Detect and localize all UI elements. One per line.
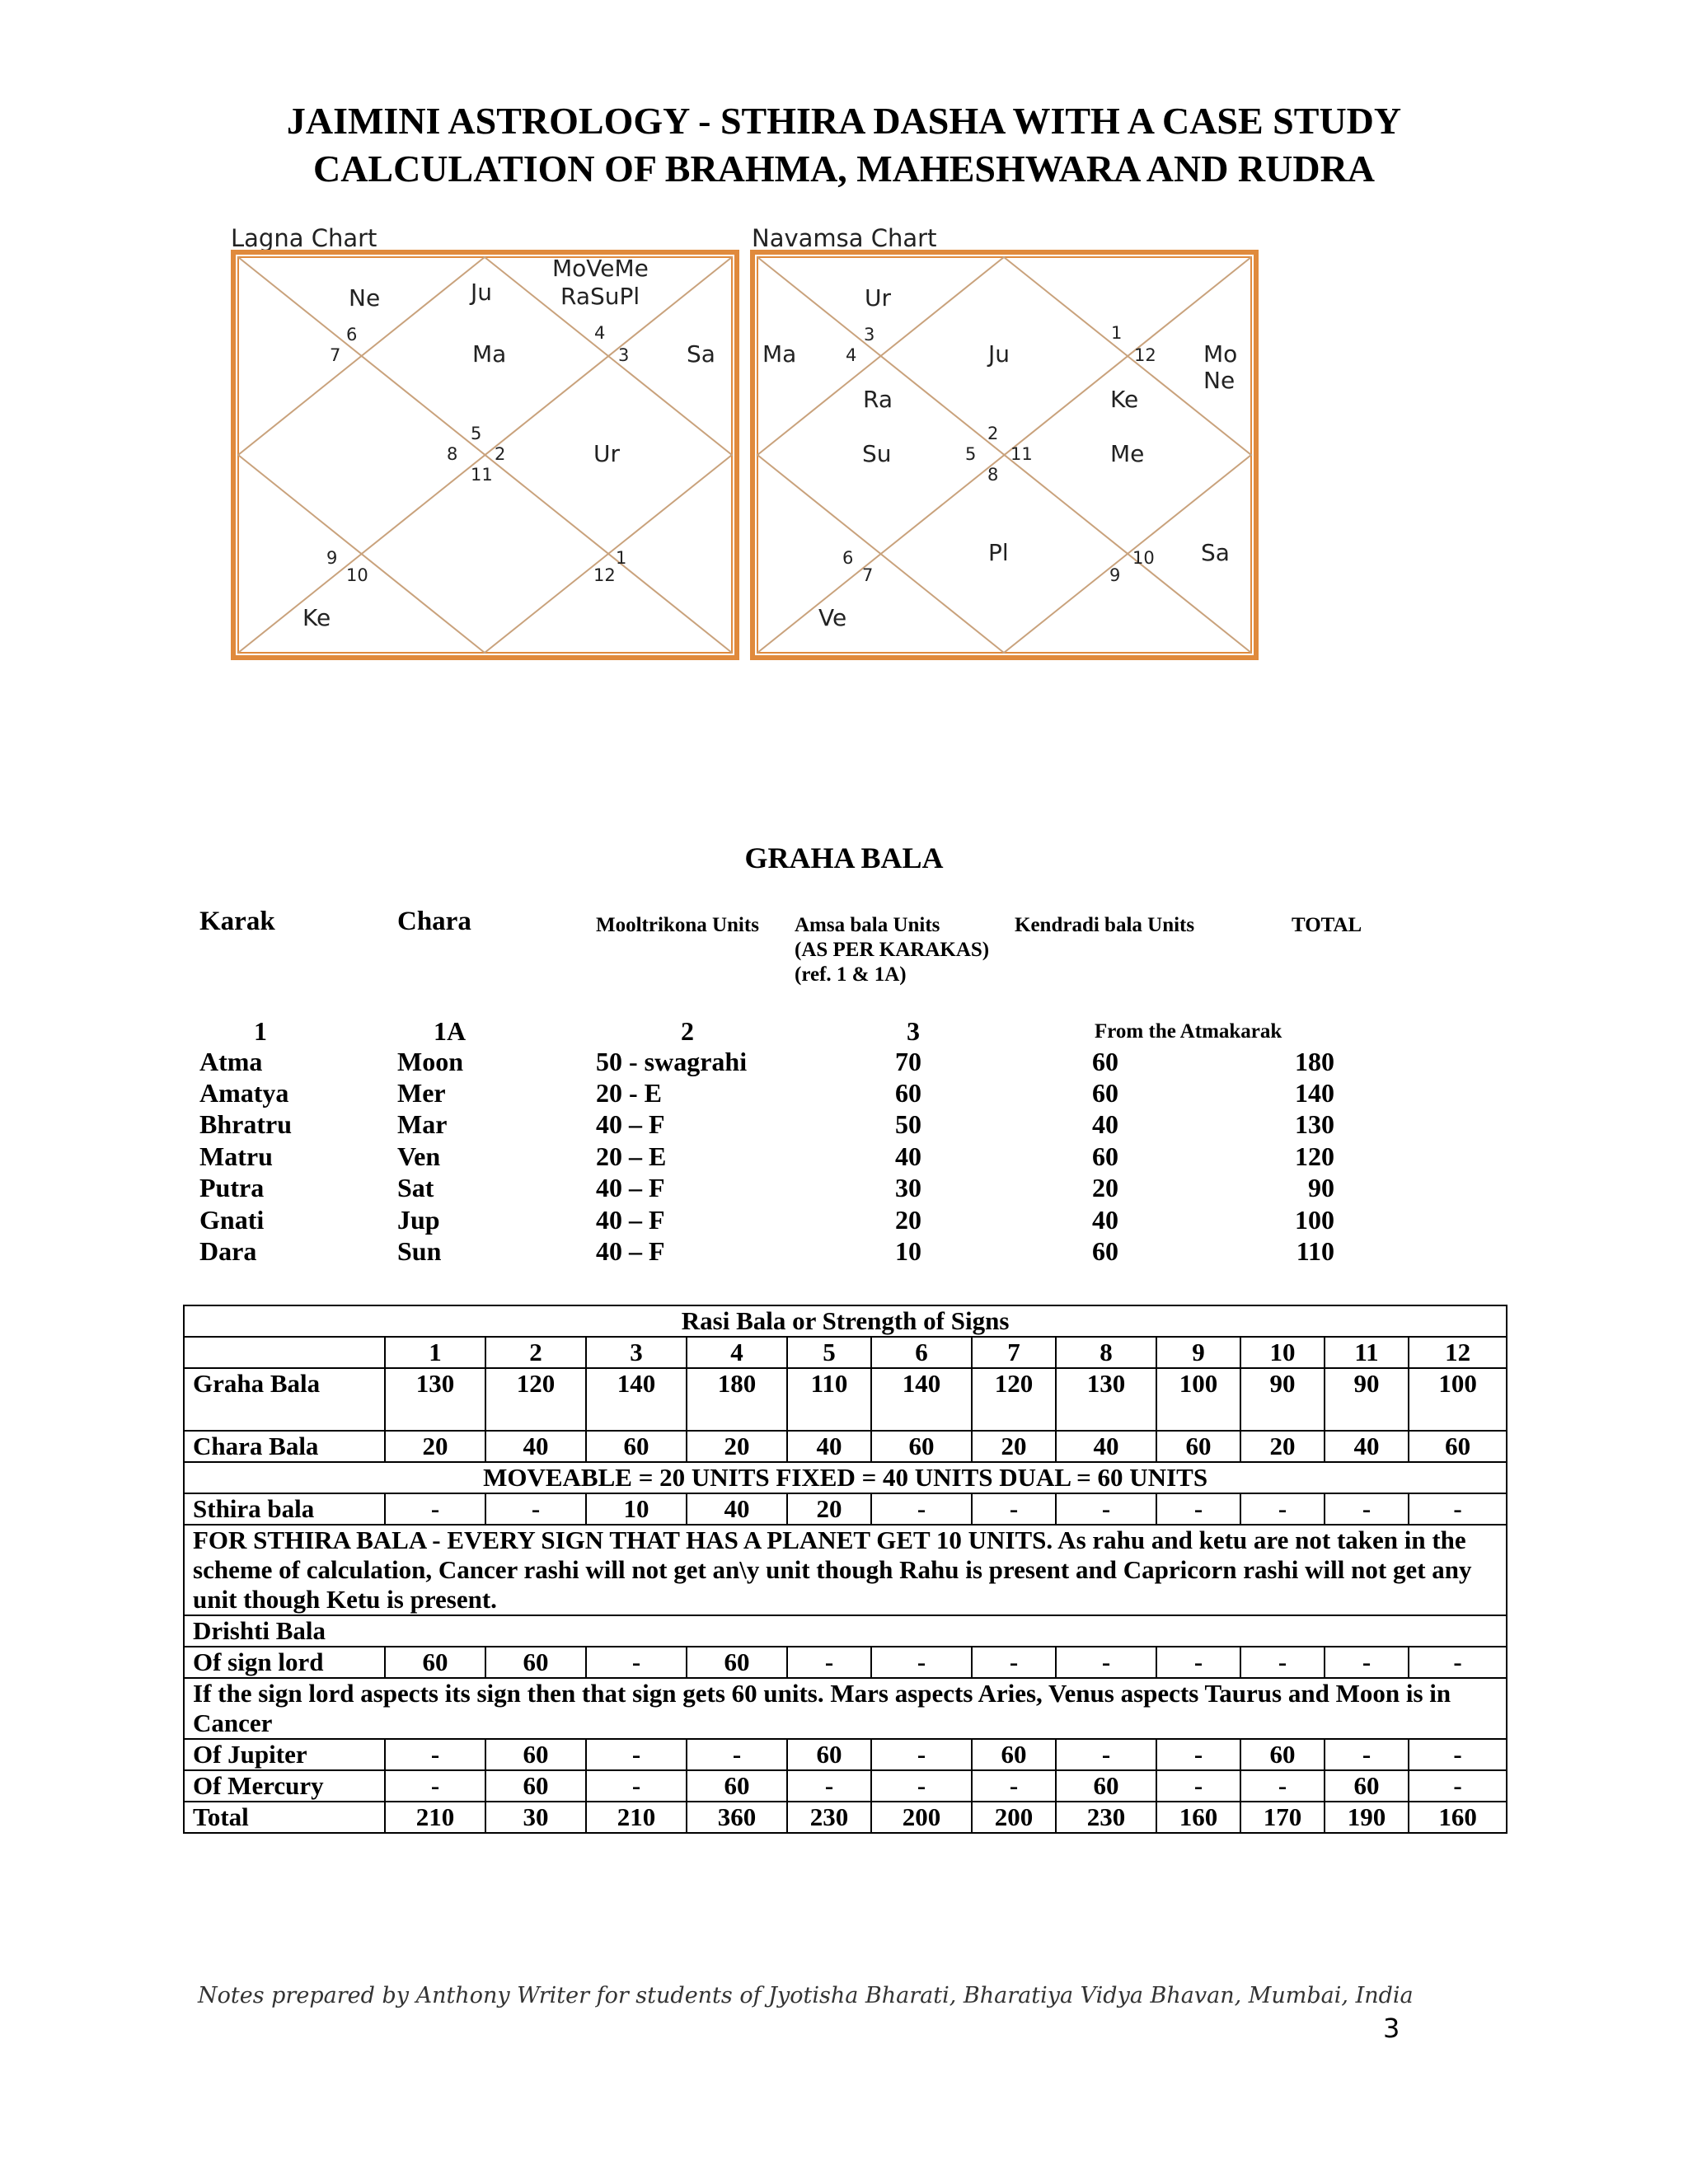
- table-cell: -: [1056, 1493, 1156, 1525]
- header-kendradi: Kendradi bala Units: [1015, 914, 1195, 936]
- table-cell: -: [1240, 1647, 1325, 1678]
- table-cell: -: [1240, 1770, 1325, 1802]
- rasi-row-chara-note: [184, 1462, 1507, 1493]
- navamsa-planet-ke: Ke: [1110, 386, 1139, 413]
- rasi-col-header: 5: [787, 1337, 871, 1368]
- lagna-planet-ur: Ur: [593, 440, 621, 467]
- table-cell: 40: [1056, 1431, 1156, 1462]
- lagna-sign-9: 9: [326, 548, 338, 568]
- lagna-sign-4: 4: [594, 323, 606, 343]
- table-cell: 230: [787, 1802, 871, 1833]
- rasi-header-row: [184, 1337, 1507, 1368]
- lagna-planet-ma: Ma: [472, 340, 507, 368]
- gb-row-chara: Mer: [397, 1078, 446, 1108]
- gb-row-chara: Ven: [397, 1141, 441, 1171]
- colnum-1a: 1A: [434, 1016, 467, 1046]
- lagna-sign-12: 12: [593, 565, 616, 585]
- table-cell: 90: [1240, 1368, 1325, 1431]
- gb-row-total: 90: [1308, 1173, 1334, 1202]
- table-cell: 190: [1325, 1802, 1409, 1833]
- table-cell: 20: [1240, 1431, 1325, 1462]
- rasi-row-of-mercury: [184, 1770, 1507, 1802]
- table-cell: -: [1240, 1493, 1325, 1525]
- table-cell: -: [1156, 1647, 1240, 1678]
- table-cell: 40: [1325, 1431, 1409, 1462]
- gb-row-kendradi: 60: [1092, 1078, 1118, 1108]
- navamsa-sign-9: 9: [1109, 565, 1121, 585]
- gb-row-chara: Sun: [397, 1236, 442, 1266]
- colnum-3: 3: [907, 1016, 920, 1046]
- header-total: TOTAL: [1292, 914, 1362, 936]
- table-cell: -: [787, 1647, 871, 1678]
- navamsa-chart-label: Navamsa Chart: [752, 224, 937, 252]
- gb-row-mooltrikona: 20 – E: [596, 1141, 667, 1171]
- row-label: Of Jupiter: [184, 1739, 385, 1770]
- document-title-line1: JAIMINI ASTROLOGY - STHIRA DASHA WITH A CASE STUDY: [286, 100, 1402, 142]
- rasi-row-sthira-bala: [184, 1493, 1507, 1525]
- table-cell: -: [972, 1770, 1056, 1802]
- navamsa-planet-ra: Ra: [863, 386, 893, 413]
- table-cell: 60: [1325, 1770, 1409, 1802]
- table-cell: 130: [385, 1368, 485, 1431]
- lagna-sign-5: 5: [471, 424, 482, 443]
- table-cell: -: [586, 1647, 687, 1678]
- rasi-col-header: 11: [1325, 1337, 1409, 1368]
- table-cell: -: [485, 1493, 586, 1525]
- graha-bala-heading: GRAHA BALA: [744, 841, 944, 874]
- gb-row-mooltrikona: 50 - swagrahi: [596, 1047, 748, 1076]
- table-cell: -: [385, 1770, 485, 1802]
- gb-row-karak: Amatya: [199, 1078, 289, 1108]
- table-cell: -: [1409, 1739, 1507, 1770]
- sthira-bala-note: FOR STHIRA BALA - EVERY SIGN THAT HAS A PLANET GET 10 UNITS. As rahu and ketu are not taken in the scheme of calculation, Cancer rashi will not get an\y unit though Rahu is present and Capricorn rashi will not get any unit though Ketu is present.: [184, 1525, 1507, 1615]
- lagna-planet-ke: Ke: [302, 604, 331, 631]
- table-cell: -: [687, 1739, 787, 1770]
- navamsa-sign-3: 3: [864, 325, 875, 344]
- table-cell: -: [787, 1770, 871, 1802]
- navamsa-sign-12: 12: [1134, 345, 1156, 365]
- lagna-chart-grid: [231, 250, 739, 660]
- navamsa-planet-sa: Sa: [1201, 539, 1230, 566]
- gb-row-total: 120: [1295, 1141, 1334, 1171]
- rasi-header-blank: [184, 1337, 385, 1368]
- table-cell: 60: [485, 1739, 586, 1770]
- table-cell: -: [1156, 1739, 1240, 1770]
- lagna-sign-1: 1: [616, 548, 627, 568]
- navamsa-planet-ur: Ur: [865, 284, 892, 312]
- drishti-bala-label: Drishti Bala: [184, 1615, 1507, 1647]
- table-cell: 60: [1409, 1431, 1507, 1462]
- table-cell: -: [1156, 1493, 1240, 1525]
- table-cell: 20: [972, 1431, 1056, 1462]
- lagna-planet-ne: Ne: [349, 284, 381, 312]
- sign-lord-note: If the sign lord aspects its sign then that sign gets 60 units. Mars aspects Aries, Venus aspects Taurus and Moon is in Cancer: [184, 1678, 1507, 1739]
- rasi-col-header: 10: [1240, 1337, 1325, 1368]
- rasi-table-title: Rasi Bala or Strength of Signs: [184, 1305, 1507, 1337]
- table-cell: -: [871, 1739, 972, 1770]
- header-chara: Chara: [397, 907, 471, 936]
- navamsa-sign-6: 6: [842, 548, 854, 568]
- rasi-col-header: 3: [586, 1337, 687, 1368]
- gb-row-mooltrikona: 40 – F: [596, 1205, 665, 1235]
- gb-row-total: 130: [1295, 1109, 1334, 1139]
- table-cell: 60: [1156, 1431, 1240, 1462]
- table-cell: -: [972, 1647, 1056, 1678]
- gb-row-total: 100: [1295, 1205, 1334, 1235]
- navamsa-sign-1: 1: [1111, 323, 1123, 343]
- page-number: 3: [1383, 2013, 1400, 2044]
- gb-row-kendradi: 40: [1092, 1109, 1118, 1139]
- table-cell: 10: [586, 1493, 687, 1525]
- table-cell: 60: [485, 1647, 586, 1678]
- gb-row-chara: Sat: [397, 1173, 434, 1202]
- lagna-sign-2: 2: [495, 444, 506, 464]
- lagna-planet-rasupl: RaSuPl: [560, 283, 640, 310]
- lagna-planet-moveme: MoVeMe: [552, 255, 649, 282]
- navamsa-chart-grid: [750, 250, 1259, 660]
- gb-row-amsa: 70: [895, 1047, 921, 1076]
- gb-row-karak: Putra: [199, 1173, 265, 1202]
- gb-row-kendradi: 60: [1092, 1236, 1118, 1266]
- table-cell: 110: [787, 1368, 871, 1431]
- gb-row-mooltrikona: 40 – F: [596, 1236, 665, 1266]
- gb-row-mooltrikona: 40 – F: [596, 1173, 665, 1202]
- table-cell: -: [871, 1647, 972, 1678]
- table-cell: 120: [485, 1368, 586, 1431]
- table-cell: 60: [687, 1770, 787, 1802]
- table-cell: -: [1409, 1493, 1507, 1525]
- table-cell: 60: [687, 1647, 787, 1678]
- lagna-chart: [231, 250, 739, 660]
- table-cell: 90: [1325, 1368, 1409, 1431]
- rasi-bala-table: [183, 1305, 1507, 1834]
- gb-row-amsa: 20: [895, 1205, 921, 1235]
- table-cell: 160: [1156, 1802, 1240, 1833]
- navamsa-planet-mo: Mo: [1203, 340, 1238, 368]
- navamsa-sign-4: 4: [846, 345, 857, 365]
- gb-row-karak: Bhratru: [199, 1109, 292, 1139]
- table-cell: -: [586, 1770, 687, 1802]
- table-cell: -: [385, 1493, 485, 1525]
- table-cell: 210: [385, 1802, 485, 1833]
- table-cell: -: [586, 1739, 687, 1770]
- gb-row-mooltrikona: 40 – F: [596, 1109, 665, 1139]
- table-cell: -: [1325, 1493, 1409, 1525]
- gb-row-amsa: 40: [895, 1141, 921, 1171]
- rasi-col-header: 12: [1409, 1337, 1507, 1368]
- gb-row-kendradi: 60: [1092, 1047, 1118, 1076]
- table-cell: 140: [586, 1368, 687, 1431]
- rasi-col-header: 4: [687, 1337, 787, 1368]
- gb-row-total: 140: [1295, 1078, 1334, 1108]
- table-cell: 130: [1056, 1368, 1156, 1431]
- rasi-row-of-jupiter: [184, 1739, 1507, 1770]
- table-cell: 230: [1056, 1802, 1156, 1833]
- gb-row-amsa: 10: [895, 1236, 921, 1266]
- lagna-sign-8: 8: [447, 444, 458, 464]
- gb-row-total: 180: [1295, 1047, 1334, 1076]
- table-cell: 100: [1156, 1368, 1240, 1431]
- row-label: Total: [184, 1802, 385, 1833]
- rasi-col-header: 8: [1056, 1337, 1156, 1368]
- row-label: Of Mercury: [184, 1770, 385, 1802]
- table-cell: 60: [1240, 1739, 1325, 1770]
- gb-row-karak: Atma: [199, 1047, 263, 1076]
- header-amsa: Amsa bala Units: [795, 914, 940, 936]
- navamsa-sign-5: 5: [965, 444, 977, 464]
- table-cell: 210: [586, 1802, 687, 1833]
- table-cell: 60: [485, 1770, 586, 1802]
- table-cell: 60: [1056, 1770, 1156, 1802]
- lagna-sign-10: 10: [346, 565, 368, 585]
- table-cell: 40: [485, 1431, 586, 1462]
- rasi-row-total: [184, 1802, 1507, 1833]
- footer-note: Notes prepared by Anthony Writer for students of Jyotisha Bharati, Bharatiya Vidya Bhavan, Mumbai, India: [198, 1983, 1414, 2008]
- gb-row-total: 110: [1296, 1236, 1334, 1266]
- row-label: Sthira bala: [184, 1493, 385, 1525]
- rasi-row-sign-lord-note: [184, 1678, 1507, 1739]
- gb-row-mooltrikona: 20 - E: [596, 1078, 662, 1108]
- navamsa-sign-10: 10: [1132, 548, 1155, 568]
- table-cell: 120: [972, 1368, 1056, 1431]
- gb-row-chara: Mar: [397, 1109, 448, 1139]
- header-amsa-note1: (AS PER KARAKAS): [795, 939, 990, 961]
- colnum-2: 2: [681, 1016, 694, 1046]
- table-cell: 60: [871, 1431, 972, 1462]
- table-cell: 40: [787, 1431, 871, 1462]
- gb-row-karak: Dara: [199, 1236, 257, 1266]
- table-cell: 20: [385, 1431, 485, 1462]
- table-cell: 30: [485, 1802, 586, 1833]
- lagna-sign-11: 11: [471, 465, 493, 485]
- navamsa-sign-7: 7: [862, 565, 874, 585]
- table-cell: -: [1156, 1770, 1240, 1802]
- table-cell: 160: [1409, 1802, 1507, 1833]
- lagna-sign-7: 7: [330, 345, 341, 365]
- lagna-planet-ju: Ju: [471, 279, 493, 306]
- rasi-col-header: 9: [1156, 1337, 1240, 1368]
- table-cell: -: [871, 1770, 972, 1802]
- navamsa-planet-su: Su: [862, 440, 892, 467]
- gb-row-kendradi: 40: [1092, 1205, 1118, 1235]
- colnum-1: 1: [254, 1016, 267, 1046]
- lagna-sign-6: 6: [346, 325, 358, 344]
- lagna-sign-3: 3: [618, 345, 630, 365]
- table-cell: 60: [787, 1739, 871, 1770]
- rasi-row-of-sign-lord: [184, 1647, 1507, 1678]
- navamsa-sign-2: 2: [987, 424, 999, 443]
- navamsa-planet-ve: Ve: [818, 604, 847, 631]
- header-mooltrikona: Mooltrikona Units: [596, 914, 759, 936]
- navamsa-planet-ju: Ju: [988, 340, 1010, 368]
- rasi-row-graha-bala: [184, 1368, 1507, 1431]
- rasi-col-header: 7: [972, 1337, 1056, 1368]
- table-cell: -: [1409, 1770, 1507, 1802]
- navamsa-planet-ma: Ma: [762, 340, 797, 368]
- navamsa-planet-pl: Pl: [988, 539, 1009, 566]
- rasi-row-sthira-note: [184, 1525, 1507, 1615]
- table-cell: 40: [687, 1493, 787, 1525]
- row-label: Of sign lord: [184, 1647, 385, 1678]
- gb-row-amsa: 60: [895, 1078, 921, 1108]
- gb-row-karak: Matru: [199, 1141, 273, 1171]
- table-cell: 60: [972, 1739, 1056, 1770]
- rasi-title-row: [184, 1305, 1507, 1337]
- lagna-chart-label: Lagna Chart: [231, 224, 377, 252]
- chara-bala-note: MOVEABLE = 20 UNITS FIXED = 40 UNITS DUAL = 60 UNITS: [184, 1462, 1507, 1493]
- navamsa-sign-8: 8: [987, 465, 999, 485]
- table-cell: 60: [586, 1431, 687, 1462]
- navamsa-sign-11: 11: [1010, 444, 1033, 464]
- row-label: Graha Bala: [184, 1368, 385, 1431]
- gb-row-chara: Moon: [397, 1047, 463, 1076]
- table-cell: -: [972, 1493, 1056, 1525]
- table-cell: 200: [972, 1802, 1056, 1833]
- rasi-row-chara-bala: [184, 1431, 1507, 1462]
- rasi-col-header: 6: [871, 1337, 972, 1368]
- navamsa-planet-me: Me: [1110, 440, 1145, 467]
- header-amsa-note2: (ref. 1 & 1A): [795, 963, 907, 986]
- table-cell: 140: [871, 1368, 972, 1431]
- gb-row-chara: Jup: [397, 1205, 440, 1235]
- table-cell: -: [1056, 1647, 1156, 1678]
- gb-row-amsa: 50: [895, 1109, 921, 1139]
- table-cell: -: [1056, 1739, 1156, 1770]
- table-cell: -: [1325, 1739, 1409, 1770]
- navamsa-chart: [750, 250, 1259, 660]
- header-karak: Karak: [199, 907, 275, 936]
- table-cell: 100: [1409, 1368, 1507, 1431]
- table-cell: 180: [687, 1368, 787, 1431]
- rasi-col-header: 2: [485, 1337, 586, 1368]
- gb-row-kendradi: 60: [1092, 1141, 1118, 1171]
- table-cell: -: [1325, 1647, 1409, 1678]
- colnum-from-atmakarak: From the Atmakarak: [1095, 1020, 1282, 1043]
- gb-row-karak: Gnati: [199, 1205, 265, 1235]
- table-cell: -: [1409, 1647, 1507, 1678]
- table-cell: 170: [1240, 1802, 1325, 1833]
- table-cell: 20: [787, 1493, 871, 1525]
- document-title-line2: CALCULATION OF BRAHMA, MAHESHWARA AND RUDRA: [312, 148, 1376, 190]
- table-cell: 20: [687, 1431, 787, 1462]
- navamsa-planet-ne: Ne: [1203, 367, 1236, 394]
- table-cell: -: [871, 1493, 972, 1525]
- gb-row-kendradi: 20: [1092, 1173, 1118, 1202]
- table-cell: 200: [871, 1802, 972, 1833]
- gb-row-amsa: 30: [895, 1173, 921, 1202]
- rasi-row-drishti: [184, 1615, 1507, 1647]
- table-cell: 360: [687, 1802, 787, 1833]
- row-label: Chara Bala: [184, 1431, 385, 1462]
- lagna-planet-sa: Sa: [687, 340, 715, 368]
- table-cell: -: [385, 1739, 485, 1770]
- rasi-col-header: 1: [385, 1337, 485, 1368]
- table-cell: 60: [385, 1647, 485, 1678]
